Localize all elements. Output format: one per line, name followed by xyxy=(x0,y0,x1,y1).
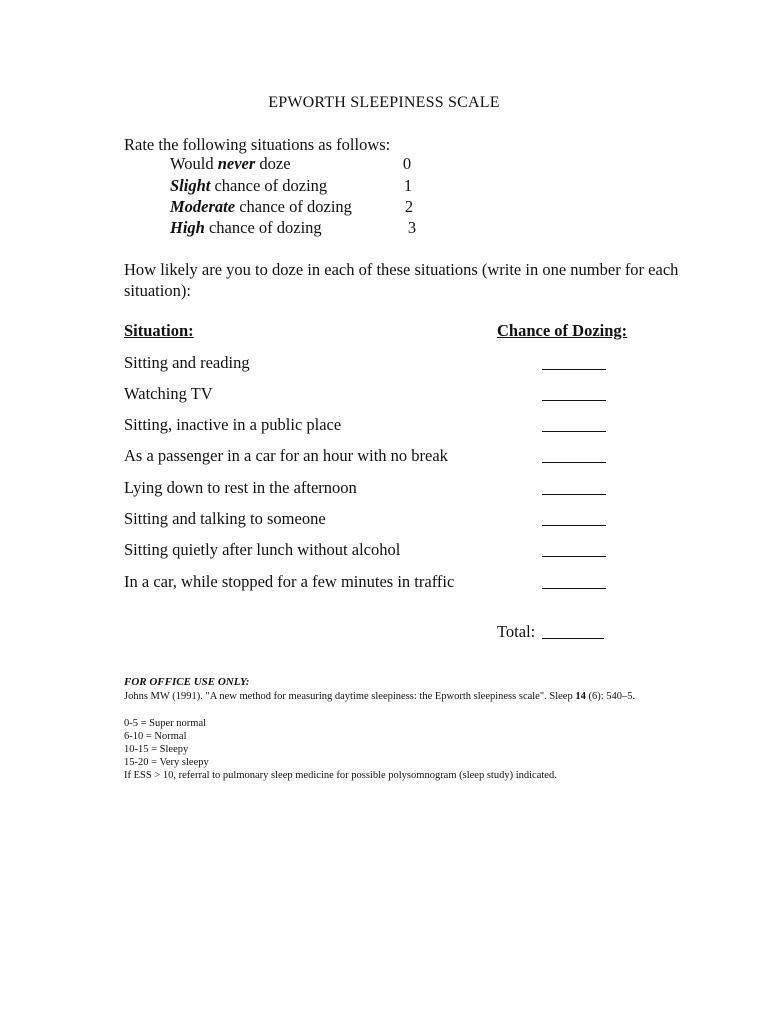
rating-value: 3 xyxy=(407,218,417,237)
rating-row xyxy=(170,176,430,197)
rating-emphasis: High xyxy=(170,218,205,237)
situation-row xyxy=(124,353,624,375)
score-interpretation: 10-15 = Sleepy xyxy=(124,744,189,755)
rating-suffix: chance of dozing xyxy=(204,218,322,237)
score-interpretation: 15-20 = Very sleepy xyxy=(124,757,209,768)
situation-row xyxy=(124,384,624,406)
situation-row xyxy=(124,478,624,500)
rating-emphasis: Moderate xyxy=(170,197,236,216)
score-blank[interactable] xyxy=(542,446,606,463)
rating-row xyxy=(170,197,430,218)
reference-pages: (6): 540–5. xyxy=(585,691,636,702)
rating-label xyxy=(170,218,322,238)
reference-text: Johns MW (1991). "A new method for measuring daytime sleepiness: the Epworth sleepiness scale". Sleep xyxy=(124,691,576,702)
reference-citation xyxy=(124,690,635,703)
situation-label: Watching TV xyxy=(124,384,213,403)
rating-row xyxy=(170,218,430,239)
score-blank[interactable] xyxy=(542,415,606,432)
situation-label: Sitting and reading xyxy=(124,353,250,372)
rating-value: 1 xyxy=(403,176,413,195)
rating-suffix: chance of dozing xyxy=(210,176,328,195)
score-blank[interactable] xyxy=(542,478,606,495)
situation-row xyxy=(124,415,624,437)
rating-label xyxy=(170,154,291,174)
rating-value: 0 xyxy=(402,154,412,173)
score-blank[interactable] xyxy=(542,353,606,370)
rating-label xyxy=(170,197,352,217)
score-interpretation: 0-5 = Super normal xyxy=(124,718,207,729)
chance-column-header: Chance of Dozing: xyxy=(497,321,628,340)
rating-emphasis: never xyxy=(217,154,256,173)
rating-suffix: chance of dozing xyxy=(235,197,352,216)
page-title: EPWORTH SLEEPINESS SCALE xyxy=(268,94,500,111)
rating-prefix: Would xyxy=(170,154,218,173)
total-blank[interactable] xyxy=(542,622,604,639)
rating-value: 2 xyxy=(404,197,414,216)
situation-label: Sitting and talking to someone xyxy=(124,509,326,528)
referral-note: If ESS > 10, referral to pulmonary sleep medicine for possible polysomnogram (sleep study) indicated. xyxy=(124,770,557,781)
situation-label: In a car, while stopped for a few minutes in traffic xyxy=(124,572,455,591)
score-blank[interactable] xyxy=(542,384,606,401)
score-blank[interactable] xyxy=(542,572,606,589)
score-blank[interactable] xyxy=(542,509,606,526)
score-interpretation: 6-10 = Normal xyxy=(124,731,187,742)
rating-instructions: Rate the following situations as follows: xyxy=(124,135,391,154)
question-text: How likely are you to doze in each of these situations (write in one number for each situation): xyxy=(124,260,679,300)
reference-volume: 14 xyxy=(575,691,586,702)
situation-row xyxy=(124,572,624,594)
situation-row xyxy=(124,446,624,468)
situation-row xyxy=(124,509,624,531)
situation-label: Sitting, inactive in a public place xyxy=(124,415,342,434)
rating-emphasis: Slight xyxy=(170,176,211,195)
situation-column-header: Situation: xyxy=(124,321,194,340)
situation-row xyxy=(124,540,624,562)
score-blank[interactable] xyxy=(542,540,606,557)
score-interpretation-list xyxy=(124,717,557,782)
total-label: Total: xyxy=(497,622,536,641)
situation-label: Lying down to rest in the afternoon xyxy=(124,478,357,497)
office-use-label: FOR OFFICE USE ONLY: xyxy=(124,676,250,688)
rating-label xyxy=(170,176,327,196)
situation-label: Sitting quietly after lunch without alcohol xyxy=(124,540,401,559)
rating-suffix: doze xyxy=(255,154,291,173)
rating-row xyxy=(170,154,430,175)
situation-label: As a passenger in a car for an hour with no break xyxy=(124,446,448,465)
